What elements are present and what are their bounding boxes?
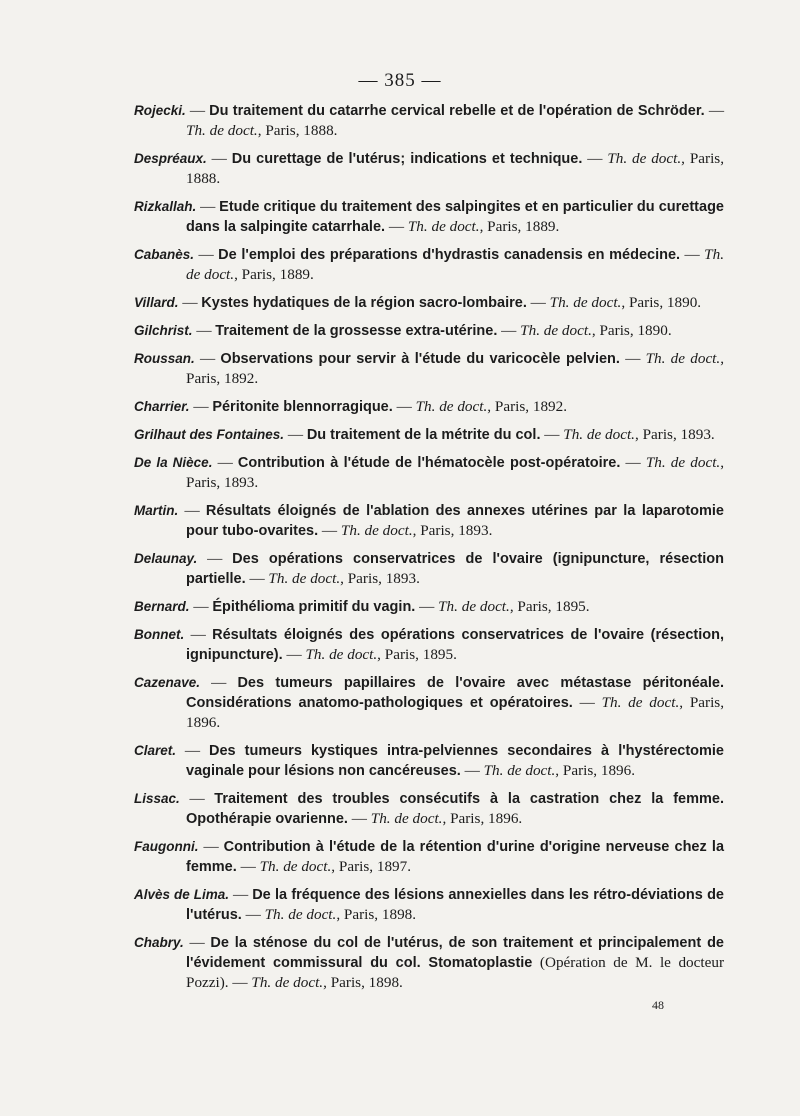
entry-place-date: Paris, 1897. bbox=[338, 858, 412, 875]
page-number: — 385 — bbox=[358, 70, 442, 91]
entry-title: Contribution à l'étude de la rétention d'urine d'origine nerveuse chez la femme. bbox=[186, 839, 725, 875]
entry-place-date: Paris, 1889. bbox=[241, 266, 314, 283]
entry-publication: Th. de doct. bbox=[645, 350, 721, 367]
entry-title: Résultats éloignés des opérations conservatrices de l'ovaire (résection, ignipuncture). bbox=[186, 627, 725, 663]
entry-publication: Th. de doct. bbox=[549, 294, 622, 311]
entry-author: Gilchrist. bbox=[134, 323, 193, 338]
entry-publication: Th. de doct. bbox=[259, 858, 332, 875]
entry-place-date: Paris, 1898. bbox=[330, 974, 403, 991]
entry-author: Alvès de Lima. bbox=[134, 887, 229, 902]
entry-author: Martin. bbox=[134, 503, 179, 518]
entry-author: Rojecki. bbox=[134, 103, 186, 118]
entry-author: Despréaux. bbox=[134, 151, 207, 166]
entry-title: De la sténose du col de l'utérus, de son traitement et principalement de l'évidement commissural du col. Stomatoplastie bbox=[186, 935, 724, 971]
entry-publication: Th. de doct. bbox=[370, 810, 443, 827]
entry-publication: Th. de doct. bbox=[601, 694, 680, 711]
entry-title: Contribution à l'étude de l'hématocèle post-opératoire. bbox=[237, 455, 621, 471]
entry-author: Bernard. bbox=[134, 599, 190, 614]
entry-title: Du traitement de la métrite du col. bbox=[306, 427, 541, 443]
bibliography-entry: Cabanès. — De l'emploi des préparations d'hydrastis canadensis en médecine. — Th. de doct., Paris, 1889. bbox=[134, 246, 725, 283]
entry-author: Chabry. bbox=[134, 935, 184, 950]
entry-author: Faugonni. bbox=[134, 839, 199, 854]
entry-title: Résultats éloignés de l'ablation des annexes utérines par la laparotomie pour tubo-ovarites. bbox=[186, 503, 725, 539]
entry-publication: Th. de doct. bbox=[607, 150, 682, 167]
entry-publication: Th. de doct. bbox=[563, 426, 635, 443]
bibliography-entry: Grilhaut des Fontaines. — Du traitement de la métrite du col. — Th. de doct., Paris, 1893. bbox=[134, 426, 715, 443]
entry-place-date: Paris, 1890. bbox=[628, 294, 702, 311]
bibliography-entry: Faugonni. — Contribution à l'étude de la rétention d'urine d'origine nerveuse chez la femme. — Th. de doct., Paris, 1897. bbox=[134, 838, 725, 875]
bibliography-entry: De la Nièce. — Contribution à l'étude de l'hématocèle post-opératoire. — Th. de doct., Paris, 1893. bbox=[134, 454, 725, 491]
entry-place-date: Paris, 1895. bbox=[384, 646, 457, 663]
entry-publication: Th. de doct. bbox=[305, 646, 378, 663]
entry-publication: Th. de doct. bbox=[483, 762, 556, 779]
bibliography-entry: Gilchrist. — Traitement de la grossesse extra-utérine. — Th. de doct., Paris, 1890. bbox=[134, 322, 672, 339]
entry-publication: Th. de doct. bbox=[264, 906, 337, 923]
entry-title: Observations pour servir à l'étude du varicocèle pelvien. bbox=[220, 351, 620, 367]
entry-place-date: Paris, 1893. bbox=[420, 522, 493, 539]
entry-title: Des opérations conservatrices de l'ovaire (ignipuncture, résection partielle. bbox=[186, 551, 724, 587]
entry-publication: Th. de doct. bbox=[340, 522, 413, 539]
entry-title: Épithélioma primitif du vagin. bbox=[212, 599, 416, 615]
entry-place-date: Paris, 1896. bbox=[450, 810, 523, 827]
signature-mark: 48 bbox=[652, 998, 664, 1012]
bibliography-entry: Delaunay. — Des opérations conservatrices de l'ovaire (ignipuncture, résection partielle. — Th. de doct., Paris, 1893. bbox=[134, 550, 724, 587]
bibliography-entry: Charrier. — Péritonite blennorragique. — Th. de doct., Paris, 1892. bbox=[134, 398, 568, 415]
entry-title: Etude critique du traitement des salpingites et en particulier du curettage dans la salpingite catarrhale. bbox=[186, 199, 724, 235]
entry-place-date: Paris, 1888. bbox=[265, 122, 338, 139]
entry-publication: Th. de doct. bbox=[251, 974, 324, 991]
entry-place-date: Paris, 1898. bbox=[343, 906, 417, 923]
bibliography-entry: Chabry. — De la sténose du col de l'utérus, de son traitement et principalement de l'évidement commissural du col. Stomatoplastie (Opération de M. le docteur Pozzi). — Th. de doct., Paris, 1898. bbox=[134, 934, 725, 991]
entry-title: Du traitement du catarrhe cervical rebelle et de l'opération de Schröder. bbox=[209, 103, 705, 119]
entry-title: Traitement de la grossesse extra-utérine. bbox=[215, 323, 498, 339]
entry-publication: Th. de doct. bbox=[407, 218, 480, 235]
entry-publication: Th. de doct. bbox=[268, 570, 341, 587]
entry-place-date: Paris, 1892. bbox=[494, 398, 568, 415]
bibliography-entry: Bonnet. — Résultats éloignés des opérations conservatrices de l'ovaire (résection, ignipuncture). — Th. de doct., Paris, 1895. bbox=[134, 626, 725, 663]
entry-author: Cabanès. bbox=[134, 247, 195, 262]
entry-author: Roussan. bbox=[134, 351, 195, 366]
bibliography-entry: Rojecki. — Du traitement du catarrhe cervical rebelle et de l'opération de Schröder. — Th. de doct., Paris, 1888. bbox=[134, 102, 724, 139]
bibliography-entry: Bernard. — Épithélioma primitif du vagin. — Th. de doct., Paris, 1895. bbox=[134, 598, 590, 615]
entry-place-date: Paris, 1892. bbox=[186, 370, 259, 387]
entry-publication: Th. de doct. bbox=[438, 598, 510, 615]
bibliography-entry: Cazenave. — Des tumeurs papillaires de l'ovaire avec métastase péritonéale. Considérations anatomo-pathologiques et opératoires. — Th. de doct., Paris, 1896. bbox=[134, 674, 724, 731]
entry-author: Villard. bbox=[134, 295, 179, 310]
bibliography-entry: Lissac. — Traitement des troubles consécutifs à la castration chez la femme. Opothérapie ovarienne. — Th. de doct., Paris, 1896. bbox=[134, 790, 725, 827]
entry-title: De la fréquence des lésions annexielles dans les rétro-déviations de l'utérus. bbox=[186, 887, 724, 923]
bibliography-entry: Despréaux. — Du curettage de l'utérus; indications et technique. — Th. de doct., Paris, 1888. bbox=[134, 150, 725, 187]
entry-author: De la Nièce. bbox=[134, 455, 213, 470]
bibliography-entry: Alvès de Lima. — De la fréquence des lésions annexielles dans les rétro-déviations de l'utérus. — Th. de doct., Paris, 1898. bbox=[134, 886, 724, 923]
entry-publication: Th. de doct. bbox=[520, 322, 592, 339]
entry-title: Péritonite blennorragique. bbox=[212, 399, 393, 415]
entry-place-date: Paris, 1893. bbox=[347, 570, 420, 587]
entry-title: De l'emploi des préparations d'hydrastis canadensis en médecine. bbox=[218, 247, 681, 263]
entry-author: Bonnet. bbox=[134, 627, 185, 642]
bibliography-entry: Claret. — Des tumeurs kystiques intra-pelviennes secondaires à l'hystérectomie vaginale pour lésions non cancéreuses. — Th. de doct., Paris, 1896. bbox=[134, 742, 724, 779]
entry-title: Kystes hydatiques de la région sacro-lombaire. bbox=[201, 295, 527, 311]
entry-author: Delaunay. bbox=[134, 551, 198, 566]
entry-publication: Th. de doct. bbox=[186, 246, 725, 283]
entry-place-date: Paris, 1888. bbox=[186, 150, 725, 187]
entry-note: (Opération de M. le docteur Pozzi). bbox=[186, 954, 725, 991]
entry-place-date: Paris, 1889. bbox=[487, 218, 560, 235]
bibliography-entry: Martin. — Résultats éloignés de l'ablation des annexes utérines par la laparotomie pour tubo-ovarites. — Th. de doct., Paris, 1893. bbox=[134, 502, 725, 539]
bibliography-entry: Rizkallah. — Etude critique du traitement des salpingites et en particulier du curettage dans la salpingite catarrhale. — Th. de doct., Paris, 1889. bbox=[134, 198, 724, 235]
entry-author: Rizkallah. bbox=[134, 199, 197, 214]
entry-title: Traitement des troubles consécutifs à la castration chez la femme. Opothérapie ovarienne. bbox=[186, 791, 725, 827]
bibliography-entry: Roussan. — Observations pour servir à l'étude du varicocèle pelvien. — Th. de doct., Paris, 1892. bbox=[134, 350, 724, 387]
entry-author: Cazenave. bbox=[134, 675, 201, 690]
entry-title: Des tumeurs papillaires de l'ovaire avec métastase péritonéale. Considérations anatomo-pathologiques et opératoires. bbox=[186, 675, 724, 711]
entry-place-date: Paris, 1896. bbox=[186, 694, 724, 731]
entry-publication: Th. de doct. bbox=[186, 122, 258, 139]
entry-place-date: Paris, 1893. bbox=[186, 474, 259, 491]
bibliography-list bbox=[134, 101, 724, 1001]
entry-place-date: Paris, 1896. bbox=[562, 762, 636, 779]
entry-publication: Th. de doct. bbox=[645, 454, 721, 471]
entry-place-date: Paris, 1890. bbox=[599, 322, 672, 339]
entry-author: Claret. bbox=[134, 743, 177, 758]
entry-author: Grilhaut des Fontaines. bbox=[134, 427, 285, 442]
bibliography-entry: Villard. — Kystes hydatiques de la région sacro-lombaire. — Th. de doct., Paris, 1890. bbox=[134, 294, 702, 311]
entry-author: Charrier. bbox=[134, 399, 190, 414]
entry-publication: Th. de doct. bbox=[415, 398, 488, 415]
entry-place-date: Paris, 1893. bbox=[642, 426, 715, 443]
entry-author: Lissac. bbox=[134, 791, 180, 806]
entry-title: Du curettage de l'utérus; indications et technique. bbox=[231, 151, 583, 167]
entry-title: Des tumeurs kystiques intra-pelviennes secondaires à l'hystérectomie vaginale pour lésions non cancéreuses. bbox=[186, 743, 724, 779]
entry-place-date: Paris, 1895. bbox=[517, 598, 590, 615]
